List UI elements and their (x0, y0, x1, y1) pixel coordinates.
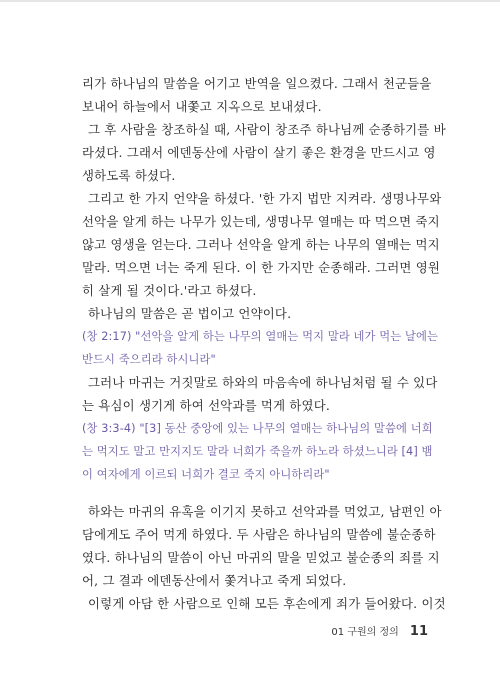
paragraph (82, 592, 446, 615)
paragraph (82, 302, 428, 325)
text-line: 그러나 마귀는 거짓말로 하와의 마음속에 하나님처럼 될 수 있다 (88, 375, 438, 390)
quote-line: (창 3:3-4) "[3] 동산 중앙에 있는 나무의 열매는 하나님의 말씀에 너희 (82, 422, 433, 435)
paragraph (82, 118, 446, 187)
page-footer (331, 620, 428, 639)
text-line: 히 살게 될 것이다.'라고 하셨다. (82, 283, 257, 298)
paragraph (82, 371, 438, 417)
text-line: 그리고 한 가지 언약을 하셨다. '한 가지 법만 지켜라. 생명나무와 (88, 191, 442, 206)
text-line: 였다. 하나님의 말씀이 아닌 마귀의 말을 믿었고 불순종의 죄를 지 (82, 550, 440, 565)
paragraph (82, 187, 442, 302)
spacer (82, 486, 428, 500)
chapter-title: 01 구원의 정의 (331, 627, 399, 638)
scripture-quote (82, 325, 439, 371)
paragraph (82, 72, 432, 118)
text-line: 하나님의 말씀은 곧 법이고 언약이다. (88, 306, 292, 321)
text-line: 그 후 사람을 창조하실 때, 사람이 창조주 하나님께 순종하기를 바 (88, 122, 446, 137)
text-line: 담에게도 주어 먹게 하였다. 두 사람은 하나님의 말씀에 불순종하 (82, 527, 436, 542)
text-line: 하와는 마귀의 유혹을 이기지 못하고 선악과를 먹었고, 남편인 아 (88, 504, 442, 519)
text-line: 어, 그 결과 에덴동산에서 쫓겨나고 죽게 되었다. (82, 573, 347, 588)
quote-line: 이 여자에게 이르되 너희가 결코 죽지 아니하리라" (82, 468, 330, 481)
quote-line: (창 2:17) "선악을 알게 하는 나무의 열매는 먹지 말라 네가 먹는 날에는 (82, 330, 439, 343)
page-number: 11 (409, 624, 428, 639)
quote-line: 반드시 죽으리라 하시니라" (82, 353, 216, 366)
text-line: 말라. 먹으면 너는 죽게 된다. 이 한 가지만 순종해라. 그러면 영원 (82, 260, 441, 275)
text-line: 생하도록 하셨다. (82, 168, 176, 183)
scripture-quote (82, 417, 433, 486)
paragraph (82, 500, 442, 592)
text-line: 는 욕심이 생기게 하여 선악과를 먹게 하였다. (82, 398, 331, 413)
text-line: 리가 하나님의 말씀을 어기고 반역을 일으켰다. 그래서 천군들을 (82, 76, 432, 91)
top-edge-line (0, 0, 500, 2)
text-line: 보내어 하늘에서 내쫓고 지옥으로 보내셨다. (82, 99, 322, 114)
text-line: 선악을 알게 하는 나무가 있는데, 생명나무 열매는 따 먹으면 죽지 (82, 214, 440, 229)
text-line: 이렇게 아담 한 사람으로 인해 모든 후손에게 죄가 들어왔다. 이것 (88, 596, 446, 611)
body-text (82, 72, 446, 615)
text-line: 라셨다. 그래서 에덴동산에 사람이 살기 좋은 환경을 만드시고 영 (82, 145, 436, 160)
text-line: 않고 영생을 얻는다. 그러나 선악을 알게 하는 나무의 열매는 먹지 (82, 237, 440, 252)
quote-line: 는 먹지도 말고 만지지도 말라 너희가 죽을까 하노라 하셨느니라 [4] 뱀 (82, 445, 433, 458)
